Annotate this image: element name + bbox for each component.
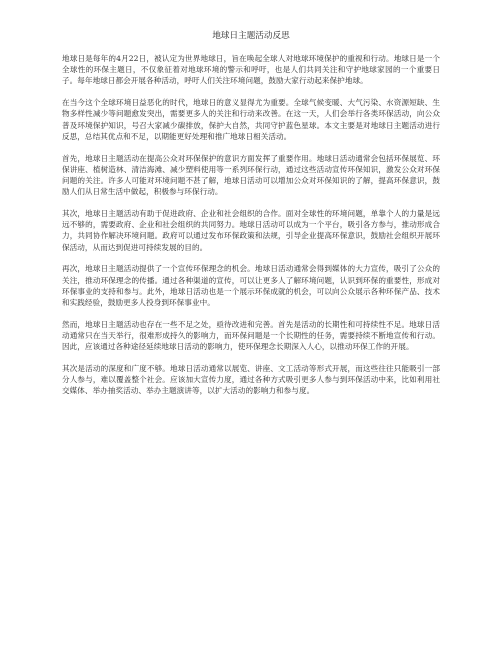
paragraph-shortcomings: 然而，地球日主题活动也存在一些不足之处，亟待改进和完善。首先是活动的长期性和可持续性不足。地球日活动通常只在当天举行，很难形成持久的影响力，而环保问题是一个长期性的任务，需要持续不断地宣传和行动。因此，应该通过各种途径延续地球日活动的影响力，使环保理念长期深入人心，以推动环保工作的开展。 [62, 319, 440, 352]
paragraph-awareness: 首先，地球日主题活动在提高公众对环保保护的意识方面发挥了重要作用。地球日活动通常会包括环保展览、环保讲座、植树造林、清洁海滩、减少塑料使用等一系列环保行动，通过这些活动宣传环保知识，激发公众对环保问题的关注。许多人可能对环境问题不甚了解，地球日活动可以增加公众对环保知识的了解，提高环保意识，鼓励人们从日常生活中做起，积极参与环保行动。 [62, 153, 440, 197]
paragraph-cooperation: 其次，地球日主题活动有助于促进政府、企业和社会组织的合作。面对全球性的环境问题，单靠个人的力量是远远不够的，需要政府、企业和社会组织的共同努力。地球日活动可以成为一个平台，吸引各方参与，推动形成合力，共同协作解决环境问题。政府可以通过发布环保政策和法规，引导企业提高环保意识，鼓励社会组织开展环保活动，从而达到促进可持续发展的目的。 [62, 209, 440, 252]
document-title: 地球日主题活动反思 [212, 31, 290, 41]
paragraph-depth: 其次是活动的深度和广度不够。地球日活动通常以展览、讲座、文工活动等形式开展，而这些往往只能吸引一部分人参与，难以覆盖整个社会。应该加大宣传力度，通过各种方式吸引更多人参与到环保活动中来，比如利用社交媒体、举办抽奖活动、举办主题演讲等，以扩大活动的影响力和参与度。 [62, 364, 440, 396]
paragraph-publicity: 再次，地球日主题活动提供了一个宣传环保理念的机会。地球日活动通常会得到媒体的大力宣传，吸引了公众的关注，推动环保理念的传播。通过各种渠道的宣传，可以让更多人了解环境问题，认识到环保的重要性，形成对环保事业的支持和参与。此外，地球日活动也是一个展示环保成就的机会，可以向公众展示各种环保产品、技术和实践经验，鼓励更多人投身到环保事业中。 [62, 264, 440, 308]
paragraph-intro: 地球日是每年的4月22日，被认定为世界地球日，旨在唤起全球人对地球环境保护的重视和行动。地球日是一个全球性的环保主题日，不仅象征着对地球环境的警示和呼吁，也是人们共同关注和守护地球家园的一个重要日子。每年地球日都会开展各种活动，呼吁人们关注环境问题，鼓励大家行动起来保护地球。 [62, 54, 440, 86]
paragraph-context: 在当今这个全球环境日益恶化的时代，地球日的意义显得尤为重要。全球气候变暖、大气污染、水资源短缺、生物多样性减少等问题愈发突出，需要更多人的关注和行动来改善。在这一天，人们会举行各类环保活动，向公众普及环境保护知识，号召大家减少碳排放，保护大自然，共同守护蓝色星球。本文主要是对地球日主题活动进行反思，总结其优点和不足，以期能更好处理和推广地球日相关活动。 [62, 98, 440, 141]
